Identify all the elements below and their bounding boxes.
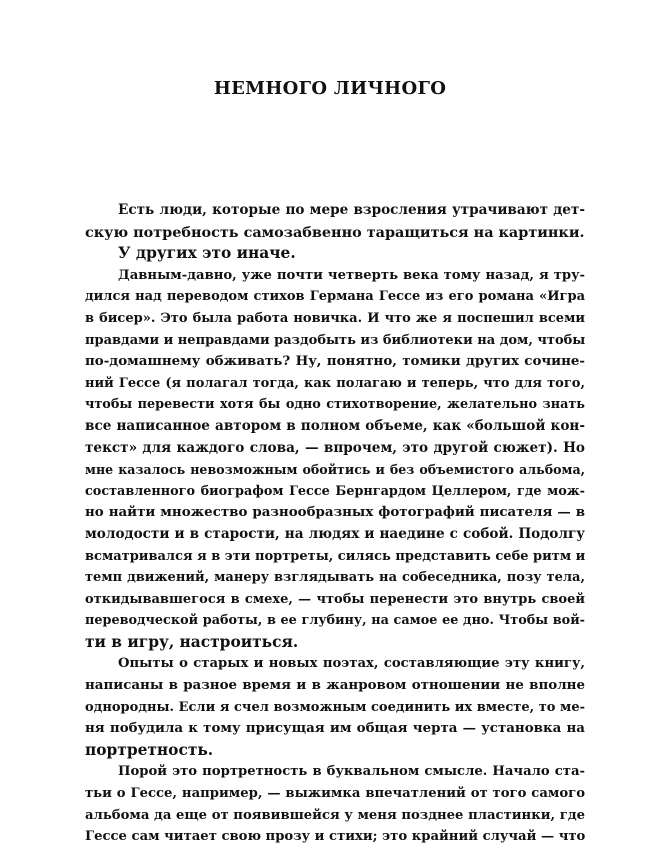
text-line: по-домашнему обживать? Ну, понятно, томики других сочине- [85,353,585,370]
text-line: переводческой работы, в ее глубину, на самое ее дно. Чтобы вой- [85,613,585,629]
text-line: текст» для каждого слова, — впрочем, это другой сюжет). Но [85,439,585,456]
text-line: портретность. [85,740,214,759]
text-line: но найти множество разнообразных фотографий писателя — в [85,504,585,521]
text-line: ний Гессе (я полагал тогда, как полагаю и теперь, что для того, [85,375,585,391]
text-line: темп движений, манеру взглядывать на собеседника, позу тела, [85,570,585,586]
text-line: Опыты о старых и новых поэтах, составляющие эту книгу, [118,656,585,672]
text-line: в бисер». Это была работа новичка. И что же я поспешил всеми [85,310,585,326]
text-line: все написанное автором в полном объеме, как «большой кон- [85,417,585,434]
text-line: Есть люди, которые по мере взросления утрачивают дет- [118,202,585,218]
text-line: Порой это портретность в буквальном смысле. Начало ста- [118,764,585,780]
text-line: скую потребность самозабвенно таращиться на картинки. [85,223,585,241]
body-text [85,200,585,848]
text-line: альбома да еще от появившейся у меня позднее пластинки, где [85,807,585,823]
text-line: тьи о Гессе, например, — выжимка впечатлений от того самого [85,786,585,802]
text-line: чтобы перевести хотя бы одно стихотворение, желательно знать [85,397,585,413]
text-line: ня побудила к тому присущая им общая черта — установка на [85,720,585,737]
text-line: однородны. Если я счел возможным соединить их вместе, то ме- [85,699,585,715]
text-line: Давным-давно, уже почти четверть века тому назад, я тру- [118,267,585,283]
text-line: молодости и в старости, на людях и наедине с собой. Подолгу [85,525,585,542]
text-line: составленного биографом Гессе Бернгардом Целлером, где мож- [85,483,585,499]
text-line: всматривался я в эти портреты, силясь представить себе ритм и [85,548,586,564]
text-line: мне казалось невозможным обойтись и без объемистого альбома, [85,462,585,478]
text-line: правдами и неправдами раздобыть из библиотеки на дом, чтобы [85,332,586,348]
text-line: дился над переводом стихов Германа Гессе из его романа «Игра [85,289,585,305]
text-line: У других это иначе. [118,244,296,263]
text-line: написаны в разное время и в жанровом отношении не вполне [85,677,585,694]
text-line: откидывавшегося в смехе, — чтобы перенести это внутрь своей [85,591,585,607]
text-line: Гессе сам читает свою прозу и стихи; это крайний случай — что [85,829,586,845]
page-heading: НЕМНОГО ЛИЧНОГО [213,78,447,99]
text-line: ти в игру, настроиться. [85,632,299,651]
